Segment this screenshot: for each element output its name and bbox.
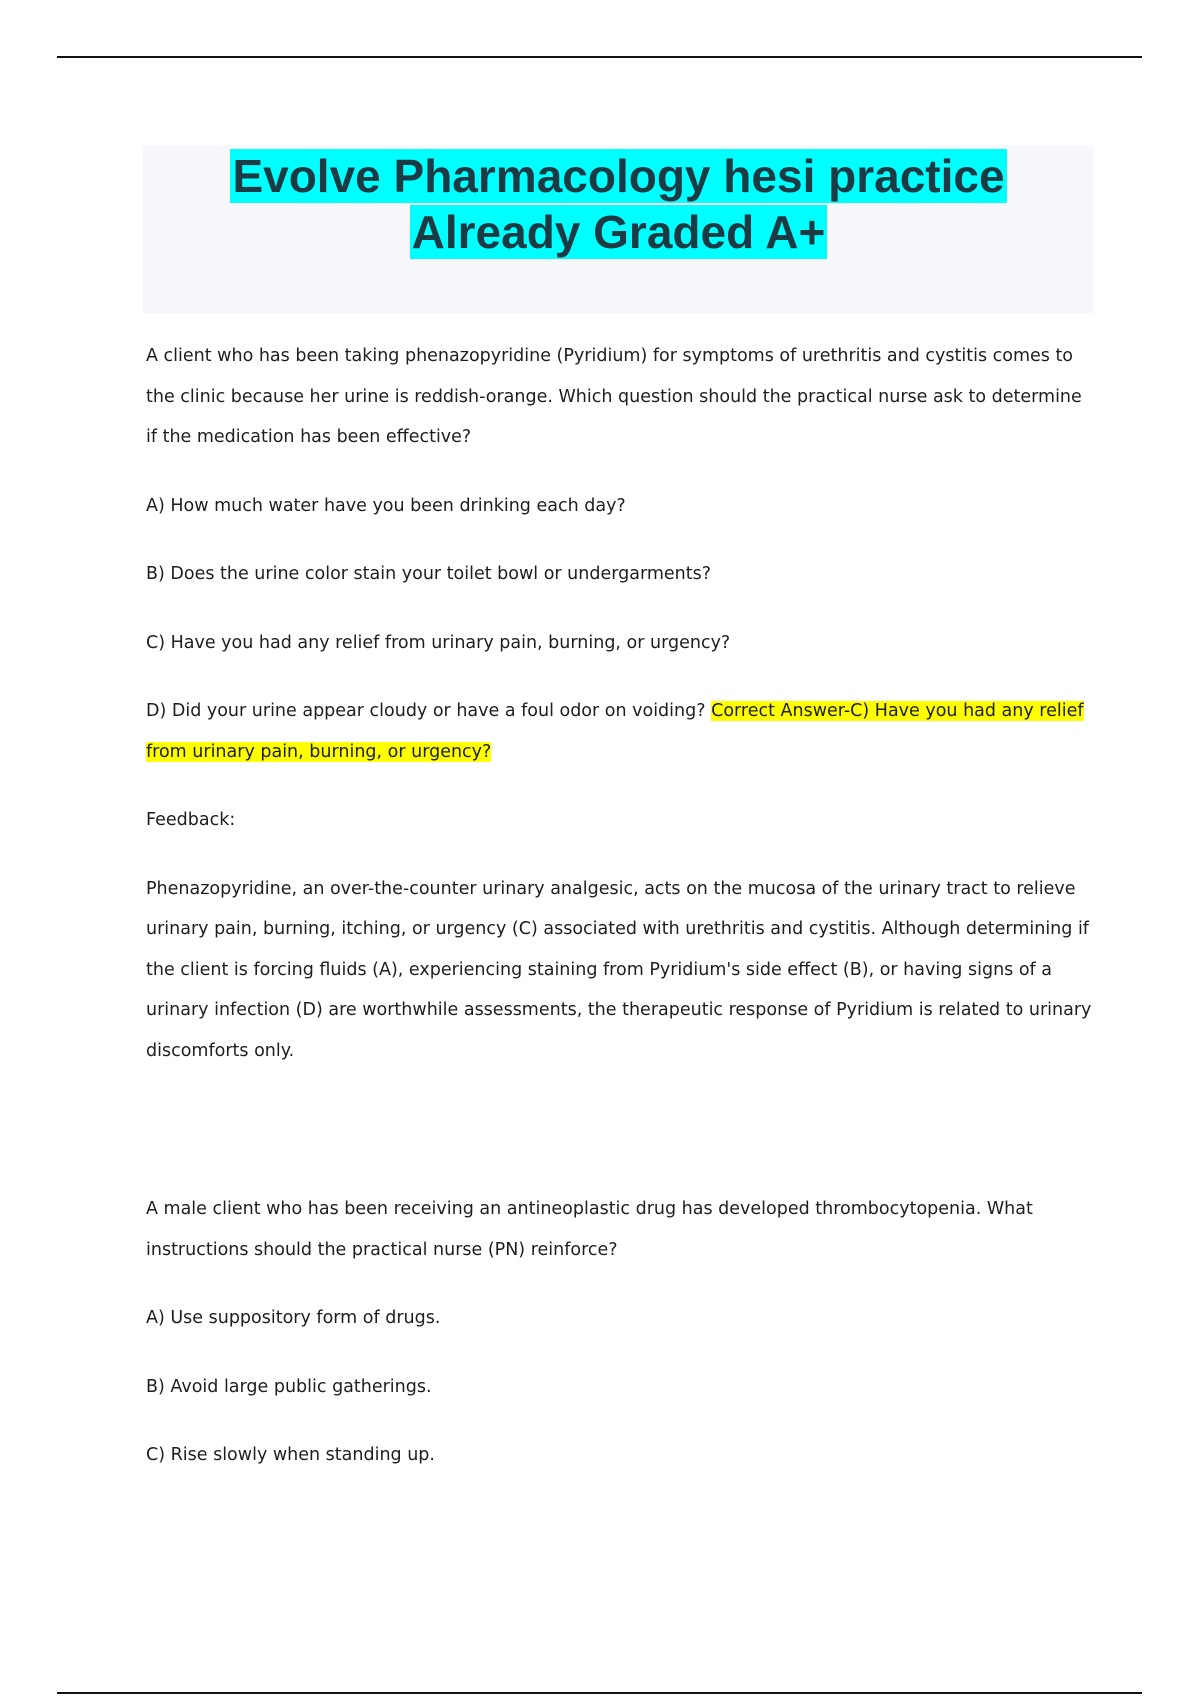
option-a: A) Use suppository form of drugs. [146, 1308, 441, 1328]
section-spacer [146, 1099, 1096, 1189]
option-b: B) Does the urine color stain your toilet bowl or undergarments? [146, 564, 711, 584]
option-c: C) Have you had any relief from urinary pain, burning, or urgency? [146, 632, 731, 653]
bottom-rule [57, 1692, 1142, 1694]
document-body [146, 336, 1096, 1504]
question-1 [146, 336, 1096, 1071]
feedback-text: Phenazopyridine, an over-the-counter urinary analgesic, acts on the mucosa of the urinary tract to relieve urinary pain, burning, itching, or urgency (C) associated with urethritis and cystitis. Although determining if the client is forcing fluids (A), experiencing staining from Pyridium's side effect (B), or having signs of a urinary infection (D) are worthwhile assessments, the therapeutic response of Pyridium is related to urinary discomforts only. [146, 878, 1092, 1061]
option-c: C) Rise slowly when standing up. [146, 1445, 435, 1465]
title-block [143, 145, 1094, 313]
top-rule [57, 56, 1142, 58]
correct-answer: Correct Answer-C) Have you had any relief from urinary pain, burning, or urgency? [146, 701, 1084, 762]
document-title-line-2: Already Graded A+ [411, 206, 826, 258]
option-d-with-answer [146, 691, 1096, 772]
question-stem: A client who has been taking phenazopyridine (Pyridium) for symptoms of urethritis and cystitis comes to the clinic because her urine is reddish-orange. Which question should the practical nurse ask to determine if the medication has been effective? [146, 346, 1082, 447]
option-d: D) Did your urine appear cloudy or have a foul odor on voiding? [146, 701, 706, 721]
question-2 [146, 1189, 1096, 1476]
option-b: B) Avoid large public gatherings. [146, 1376, 432, 1397]
feedback-label: Feedback: [146, 810, 236, 830]
option-a: A) How much water have you been drinking each day? [146, 495, 626, 516]
document-title-line-1: Evolve Pharmacology hesi practice [232, 150, 1005, 202]
question-stem: A male client who has been receiving an antineoplastic drug has developed thrombocytopenia. What instructions should the practical nurse (PN) reinforce? [146, 1199, 1033, 1260]
